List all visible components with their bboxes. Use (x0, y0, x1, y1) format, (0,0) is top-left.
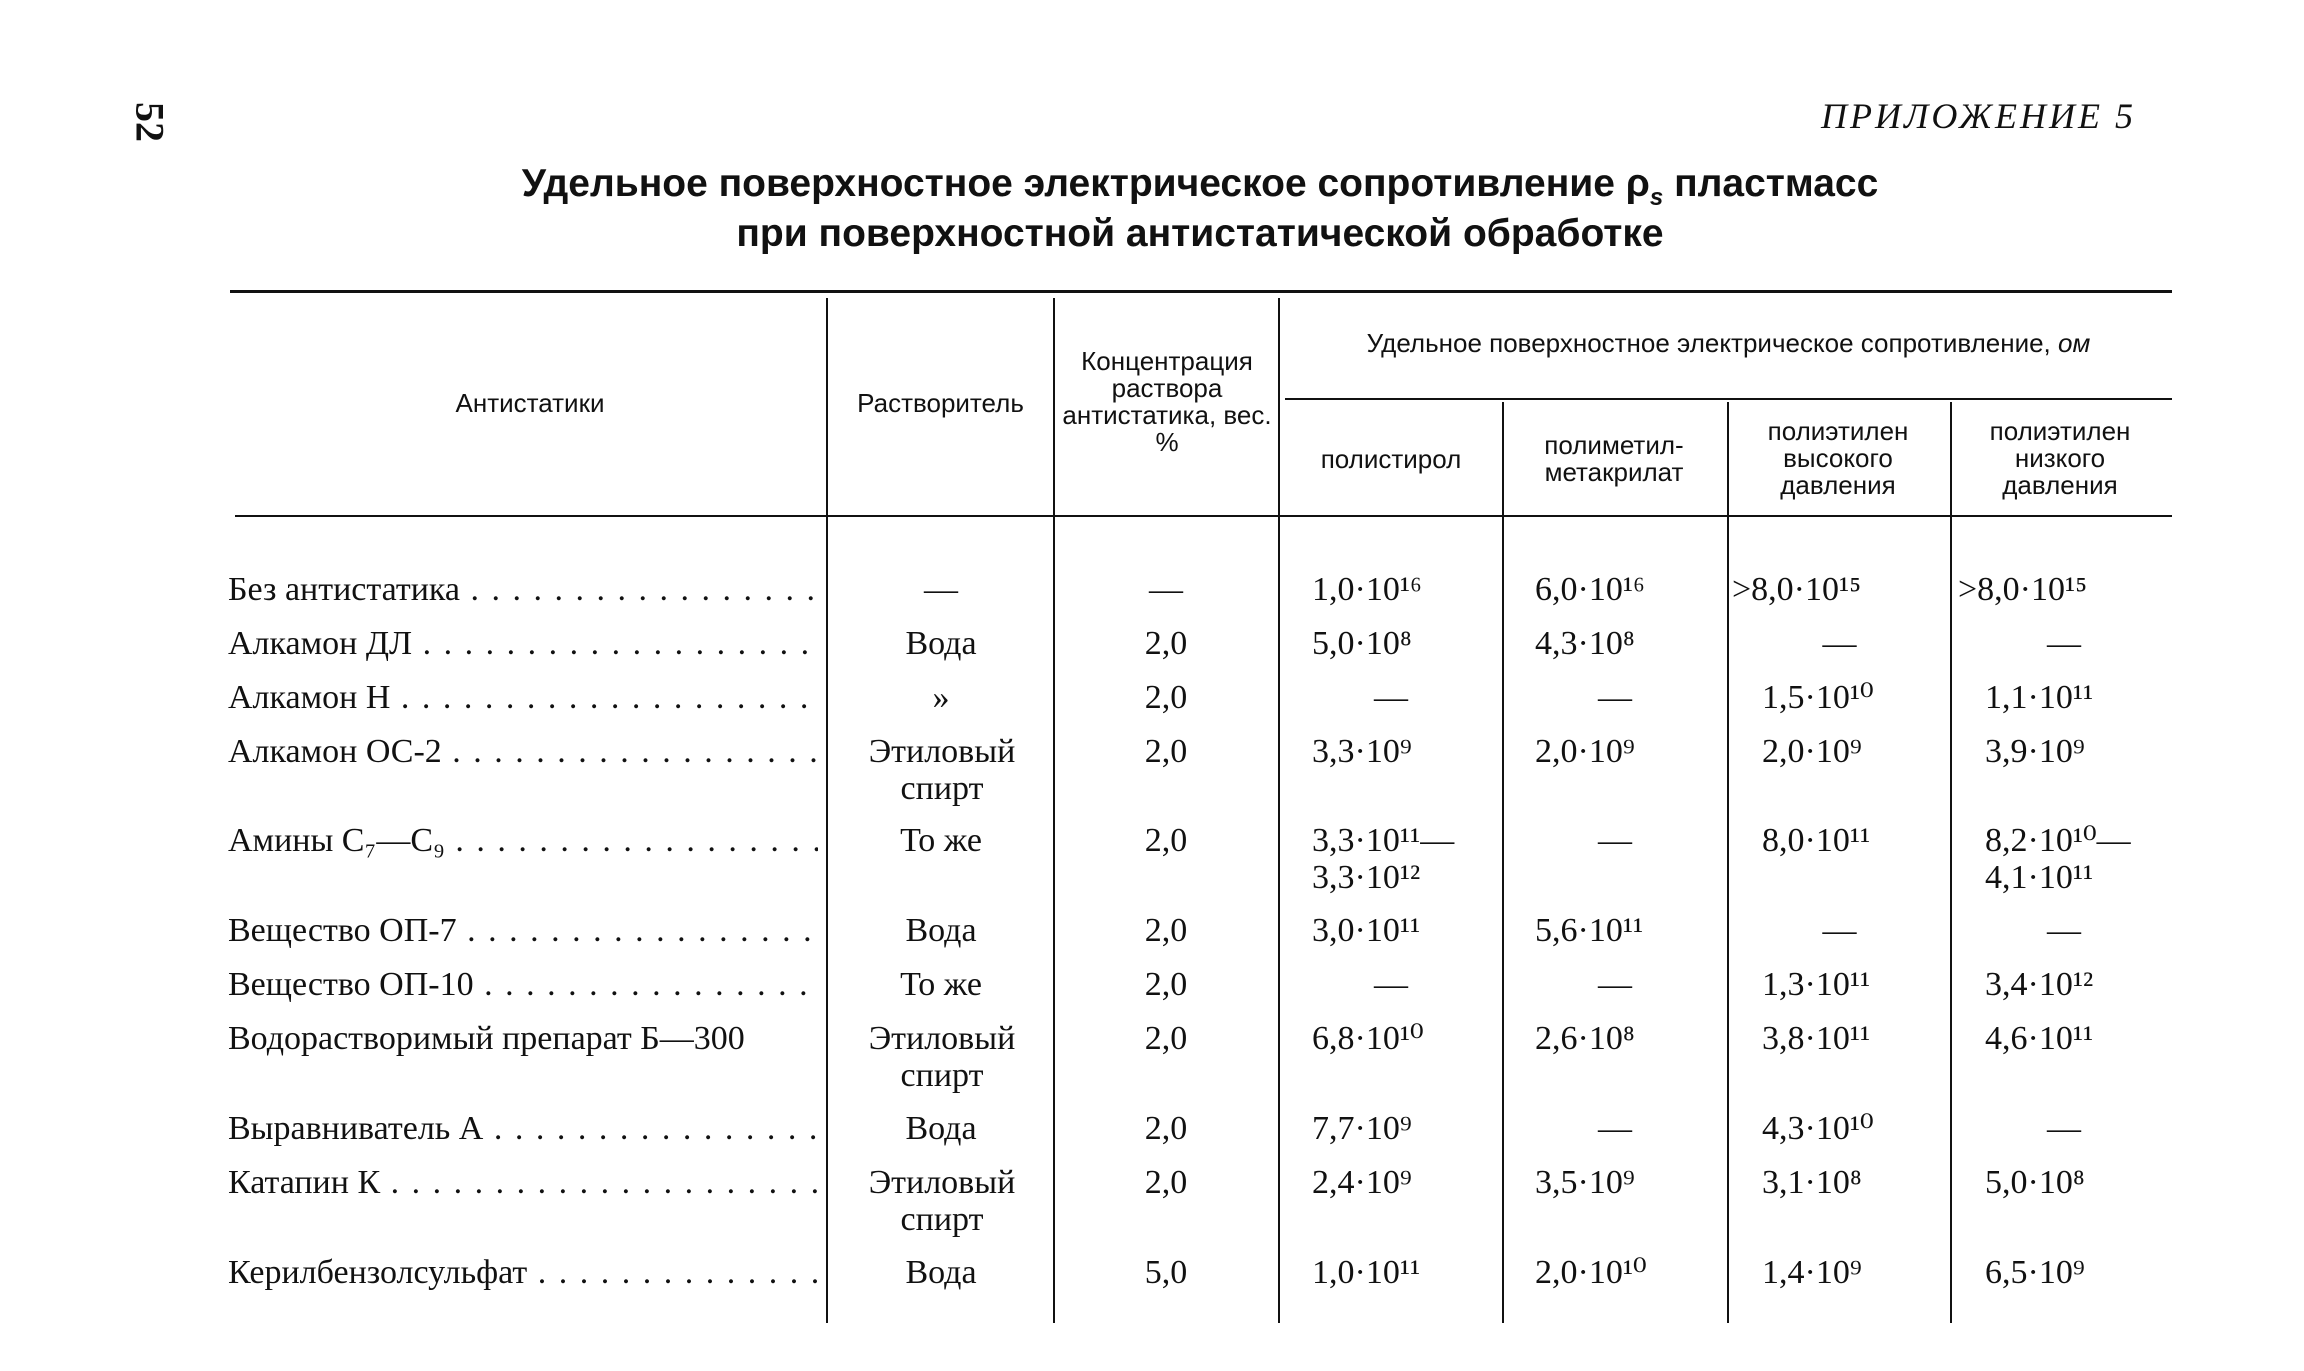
row-concentration: 2,0 (1144, 966, 1188, 1003)
row-concentration: 2,0 (1144, 679, 1188, 716)
column-divider (1502, 402, 1504, 1323)
row-polystyrene: 6,8·10¹⁰ (1312, 1020, 1424, 1057)
header-bottom-rule (235, 515, 2172, 517)
row-pmma: — (1598, 966, 1632, 1003)
row-concentration: 2,0 (1144, 625, 1188, 662)
row-name: Водорастворимый препарат Б—300 (228, 1020, 745, 1057)
page-title-line-2: при поверхностной антистатической обработке (736, 212, 1664, 255)
row-ldpe: 3,9·10⁹ (1985, 733, 2085, 770)
row-pmma: 4,3·10⁸ (1535, 625, 1635, 662)
row-polystyrene: 5,0·10⁸ (1312, 625, 1412, 662)
column-divider (1727, 402, 1729, 1323)
row-name: Алкамон Н . . . (228, 679, 818, 716)
row-polystyrene: 1,0·10¹⁶ (1312, 571, 1422, 608)
row-ldpe: 3,4·10¹² (1985, 966, 2094, 1003)
row-ldpe: — (2047, 1110, 2081, 1147)
row-name: Без антистатика . . . (228, 571, 818, 608)
row-pmma: — (1598, 1110, 1632, 1147)
row-ldpe: >8,0·10¹⁵ (1958, 571, 2088, 608)
title-text: Удельное поверхностное электрическое сопротивление ρ (521, 162, 1650, 205)
row-pmma: — (1598, 822, 1632, 859)
row-solvent: Этиловый спирт (868, 1164, 1016, 1238)
row-ldpe: 5,0·10⁸ (1985, 1164, 2085, 1201)
row-hdpe: 1,5·10¹⁰ (1762, 679, 1874, 716)
row-concentration: 2,0 (1144, 1020, 1188, 1057)
header-solvent: Растворитель (857, 388, 1024, 418)
row-name: Амины C₇—C₉ . . . (228, 822, 818, 859)
header-concentration: Концентрация раствора антистатика, вес. % (1062, 346, 1272, 457)
row-concentration: 2,0 (1144, 822, 1188, 859)
row-pmma: 3,5·10⁹ (1535, 1164, 1635, 1201)
row-solvent: Вода (905, 912, 977, 949)
row-pmma: 2,0·10⁹ (1535, 733, 1635, 770)
row-solvent: » (932, 679, 950, 716)
row-pmma: 5,6·10¹¹ (1535, 912, 1644, 949)
title-text-end: пластмасс (1663, 162, 1879, 205)
appendix-label: ПРИЛОЖЕНИЕ 5 (1821, 96, 2136, 136)
column-divider (1278, 298, 1280, 1323)
row-concentration: 2,0 (1144, 1110, 1188, 1147)
row-name: Керилбензолсульфат . . . (228, 1254, 818, 1291)
column-divider (826, 298, 828, 1323)
row-hdpe: >8,0·10¹⁵ (1732, 571, 1862, 608)
row-solvent: Вода (905, 1254, 977, 1291)
row-name: Алкамон ДЛ . . . (228, 625, 818, 662)
row-pmma: 2,0·10¹⁰ (1535, 1254, 1647, 1291)
row-ldpe: 6,5·10⁹ (1985, 1254, 2085, 1291)
row-hdpe: 1,4·10⁹ (1762, 1254, 1862, 1291)
row-name: Вещество ОП-10 . . . (228, 966, 818, 1003)
header-resistance-text: Удельное поверхностное электрическое сопротивление, (1366, 328, 2051, 358)
row-concentration: 2,0 (1144, 1164, 1188, 1201)
row-polystyrene: — (1374, 679, 1408, 716)
row-solvent: Вода (905, 1110, 977, 1147)
row-concentration: 2,0 (1144, 733, 1188, 770)
row-solvent: Этиловый спирт (868, 1020, 1016, 1094)
page-number: 52 (127, 102, 173, 142)
row-hdpe: 3,8·10¹¹ (1762, 1020, 1871, 1057)
column-divider (1950, 402, 1952, 1323)
header-hdpe: полиэтилен высокого давления (1767, 416, 1909, 500)
row-name: Алкамон ОС-2 . . . (228, 733, 818, 770)
row-pmma: — (1598, 679, 1632, 716)
row-solvent: То же (900, 822, 982, 859)
header-resistance-unit: ом (2058, 328, 2091, 358)
row-solvent: — (924, 571, 958, 608)
row-hdpe: 8,0·10¹¹ (1762, 822, 1871, 859)
row-solvent: То же (900, 966, 982, 1003)
row-pmma: 6,0·10¹⁶ (1535, 571, 1645, 608)
row-polystyrene: 3,3·10¹¹— 3,3·10¹² (1312, 822, 1455, 896)
header-antistatic: Антистатики (455, 388, 605, 418)
header-pmma: полиметил-метакрилат (1544, 430, 1684, 487)
row-polystyrene: 1,0·10¹¹ (1312, 1254, 1421, 1291)
row-hdpe: — (1822, 625, 1857, 662)
row-ldpe: 8,2·10¹⁰— 4,1·10¹¹ (1985, 822, 2131, 896)
row-hdpe: 4,3·10¹⁰ (1762, 1110, 1874, 1147)
row-hdpe: — (1822, 912, 1857, 949)
header-polystyrene: полистирол (1320, 444, 1462, 474)
group-header-rule (1285, 398, 2172, 400)
row-polystyrene: 2,4·10⁹ (1312, 1164, 1412, 1201)
row-ldpe: — (2047, 625, 2081, 662)
row-ldpe: — (2047, 912, 2081, 949)
row-polystyrene: 3,0·10¹¹ (1312, 912, 1421, 949)
row-polystyrene: 7,7·10⁹ (1312, 1110, 1412, 1147)
row-concentration: 5,0 (1144, 1254, 1188, 1291)
row-polystyrene: — (1374, 966, 1408, 1003)
row-solvent: Вода (905, 625, 977, 662)
row-ldpe: 4,6·10¹¹ (1985, 1020, 2094, 1057)
header-resistance-group (1285, 330, 2172, 357)
row-name: Выравниватель А . . . (228, 1110, 818, 1147)
header-ldpe: полиэтилен низкого давления (1989, 416, 2131, 500)
row-polystyrene: 3,3·10⁹ (1312, 733, 1412, 770)
row-hdpe: 1,3·10¹¹ (1762, 966, 1871, 1003)
row-solvent: Этиловый спирт (868, 733, 1016, 807)
row-name: Катапин К . . . (228, 1164, 818, 1201)
row-concentration: 2,0 (1144, 912, 1188, 949)
row-pmma: 2,6·10⁸ (1535, 1020, 1635, 1057)
column-divider (1053, 298, 1055, 1323)
row-hdpe: 2,0·10⁹ (1762, 733, 1862, 770)
row-ldpe: 1,1·10¹¹ (1985, 679, 2094, 716)
row-name: Вещество ОП-7 . . . (228, 912, 818, 949)
row-concentration: — (1149, 571, 1183, 608)
table-top-rule (230, 290, 2172, 293)
title-subscript: s (1649, 183, 1664, 211)
row-hdpe: 3,1·10⁸ (1762, 1164, 1862, 1201)
